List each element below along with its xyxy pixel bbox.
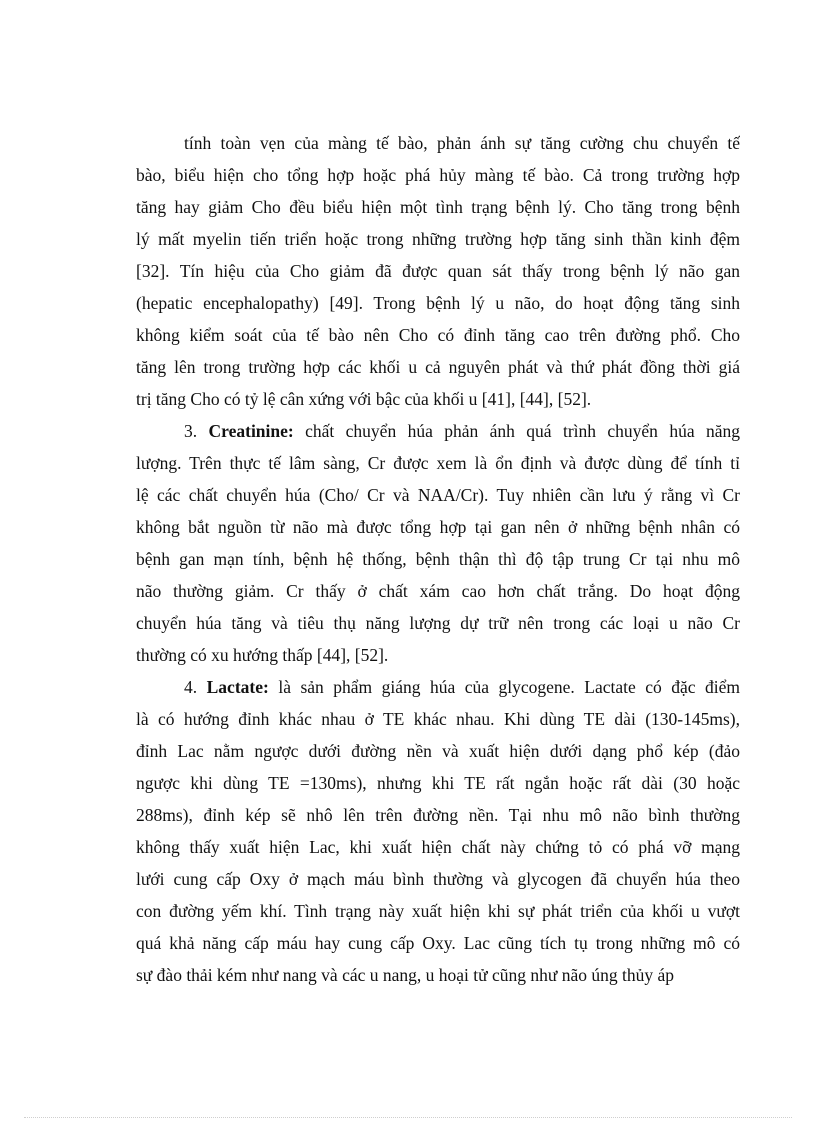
text-line: lưới cung cấp Oxy ở mạch máu bình thường và glycogen đã chuyển húa theo — [136, 869, 740, 889]
list-number: 3. — [184, 421, 198, 441]
text-line: ngược khi dùng TE =130ms), nhưng khi TE rất ngắn hoặc rất dài (30 hoặc — [136, 773, 740, 793]
text-line: 288ms), đỉnh kép sẽ nhô lên trên đường nền. Tại nhu mô não bình thường — [136, 805, 740, 825]
page-bottom-rule — [24, 1117, 792, 1118]
term-creatinine: Creatinine: — [208, 421, 294, 441]
text-line: [32]. Tín hiệu của Cho giảm đã được quan sát thấy trong bệnh lý não gan — [136, 261, 740, 281]
text-line: trị tăng Cho có tỷ lệ cân xứng với bậc của khối u [41], [44], [52]. — [136, 389, 592, 409]
paragraph-creatinine — [136, 415, 740, 671]
text-line: quá khả năng cấp máu hay cung cấp Oxy. Lac cũng tích tụ trong những mô có — [136, 933, 740, 953]
text-line: tính toàn vẹn của màng tế bào, phản ánh sự tăng cường chu chuyển tế — [184, 133, 740, 153]
text-line: không bắt nguồn từ não mà được tổng hợp tại gan nên ở những bệnh nhân có — [136, 517, 740, 537]
text-line: sự đào thải kém như nang và các u nang, u hoại tử cũng như não úng thủy áp — [136, 965, 675, 985]
text-line: bào, biểu hiện cho tổng hợp hoặc phá hủy màng tế bào. Cả trong trường hợp — [136, 165, 740, 185]
text-line — [136, 671, 740, 703]
text-line: đỉnh Lac nằm ngược dưới đường nền và xuất hiện dưới dạng phổ kép (đảo — [136, 741, 740, 761]
text-line: lệ các chất chuyển húa (Cho/ Cr và NAA/Cr). Tuy nhiên cần lưu ý rằng vì Cr — [136, 485, 740, 505]
term-lactate: Lactate: — [206, 677, 269, 697]
text-line: lý mất myelin tiến triển hoặc trong những trường hợp tăng sinh thần kinh đệm — [136, 229, 740, 249]
list-number: 4. — [184, 677, 198, 697]
text-line: thường có xu hướng thấp [44], [52]. — [136, 645, 389, 665]
text-line: tăng lên trong trường hợp các khối u cả nguyên phát và thứ phát đồng thời giá — [136, 357, 740, 377]
text-line: não thường giảm. Cr thấy ở chất xám cao hơn chất trắng. Do hoạt động — [136, 581, 740, 601]
text-line: bệnh gan mạn tính, bệnh hệ thống, bệnh thận thì độ tập trung Cr tại nhu mô — [136, 549, 740, 569]
text-run: là sản phẩm giáng húa của glycogene. Lactate có đặc điểm — [278, 677, 740, 697]
text-line: (hepatic encephalopathy) [49]. Trong bệnh lý u não, do hoạt động tăng sinh — [136, 293, 740, 313]
text-line: lượng. Trên thực tế lâm sàng, Cr được xem là ổn định và được dùng để tính tỉ — [136, 453, 740, 473]
text-line — [136, 415, 740, 447]
text-line: là có hướng đỉnh khác nhau ở TE khác nhau. Khi dùng TE dài (130-145ms), — [136, 709, 740, 729]
paragraph-choline-continuation — [136, 127, 740, 415]
text-run: chất chuyển húa phản ánh quá trình chuyển húa năng — [305, 421, 740, 441]
text-line: con đường yếm khí. Tình trạng này xuất hiện khi sự phát triển của khối u vượt — [136, 901, 740, 921]
text-line: không kiểm soát của tế bào nên Cho có đỉnh tăng cao trên đường phổ. Cho — [136, 325, 740, 345]
paragraph-lactate — [136, 671, 740, 991]
text-line: tăng hay giảm Cho đều biểu hiện một tình trạng bệnh lý. Cho tăng trong bệnh — [136, 197, 740, 217]
body-text — [136, 127, 740, 991]
text-line: không thấy xuất hiện Lac, khi xuất hiện chất này chứng tỏ có phá vỡ mạng — [136, 837, 740, 857]
text-line: chuyển húa tăng và tiêu thụ năng lượng dự trữ nên trong các loại u não Cr — [136, 613, 740, 633]
